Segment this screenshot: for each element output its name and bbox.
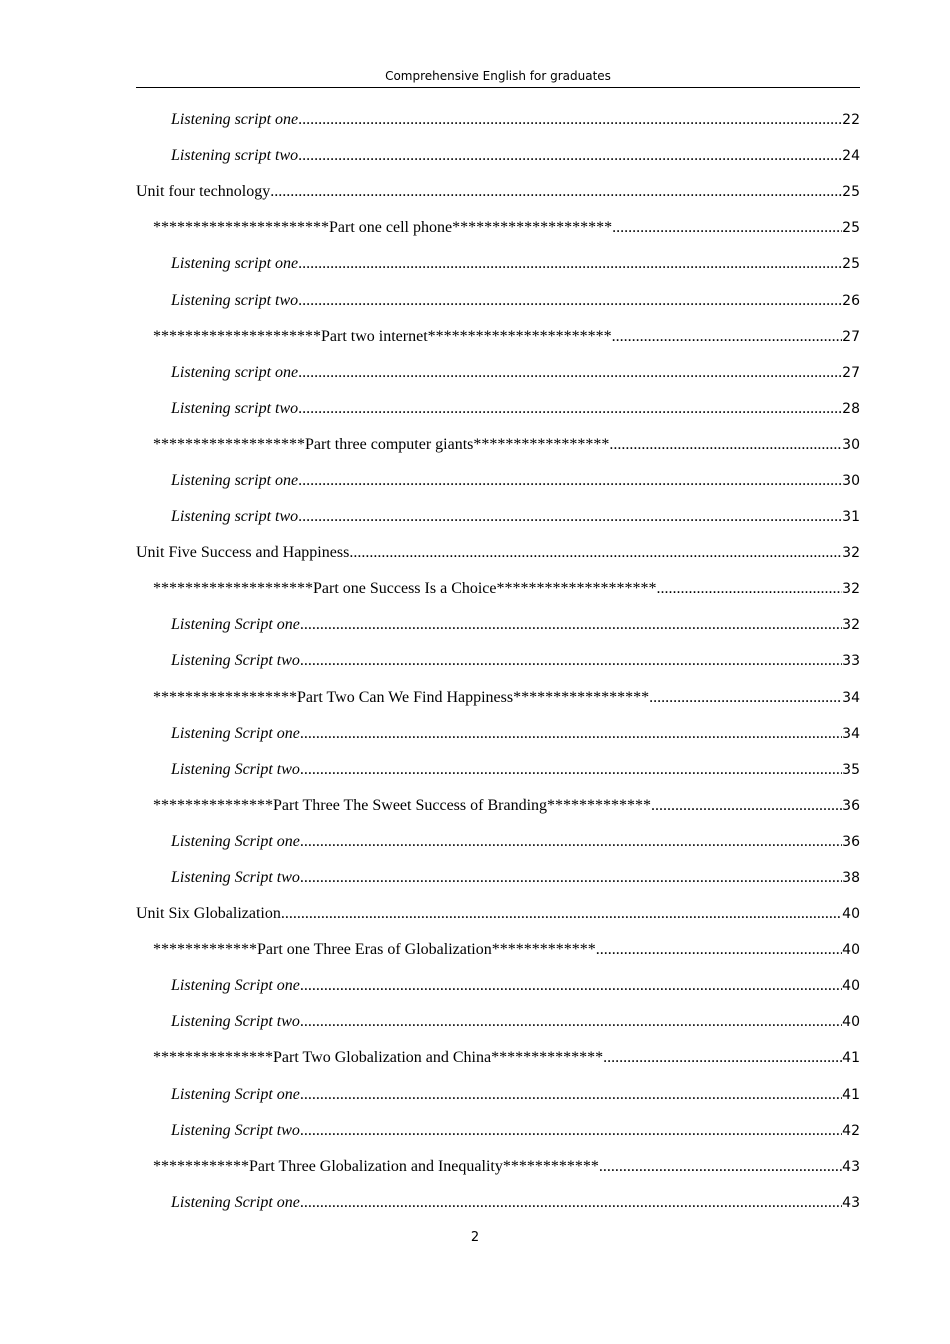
toc-entry-page: 42 xyxy=(842,1122,860,1139)
toc-entry-title: Listening Script one xyxy=(171,1085,300,1103)
toc-dot-leader xyxy=(649,689,842,707)
toc-dot-leader xyxy=(298,255,842,273)
toc-entry-page: 34 xyxy=(842,689,860,706)
toc-dot-leader xyxy=(300,652,842,670)
toc-entry-title: Listening Script two xyxy=(171,652,300,670)
toc-entry-page: 32 xyxy=(842,617,860,634)
toc-entry-title: Listening Script one xyxy=(171,1193,300,1211)
toc-dot-leader xyxy=(300,616,842,634)
toc-entry-page: 40 xyxy=(842,1014,860,1031)
toc-entry-title: Listening Script one xyxy=(171,724,300,742)
toc-script-entry[interactable] xyxy=(136,463,860,499)
toc-entry-title: Listening script two xyxy=(171,291,299,309)
toc-script-entry[interactable] xyxy=(136,752,860,788)
toc-entry-page: 34 xyxy=(842,725,860,742)
toc-dot-leader xyxy=(612,328,843,346)
toc-entry-title: Listening script one xyxy=(171,363,299,381)
toc-entry-title: *********************Part two internet*********************** xyxy=(153,327,612,345)
toc-entry-page: 26 xyxy=(842,292,860,309)
toc-entry-page: 30 xyxy=(842,472,860,489)
toc-entry-page: 41 xyxy=(842,1050,860,1067)
header-title: Comprehensive English for graduates xyxy=(385,69,611,83)
toc-entry-page: 33 xyxy=(842,653,860,670)
toc-part-entry[interactable] xyxy=(136,680,860,716)
toc-entry-page: 40 xyxy=(842,906,860,923)
toc-script-entry[interactable] xyxy=(136,968,860,1004)
toc-part-entry[interactable] xyxy=(136,1149,860,1185)
toc-dot-leader xyxy=(651,797,842,815)
toc-entry-page: 31 xyxy=(842,509,860,526)
toc-entry-title: Listening script one xyxy=(171,471,299,489)
toc-dot-leader xyxy=(300,725,842,743)
toc-dot-leader xyxy=(298,364,842,382)
toc-entry-page: 25 xyxy=(842,256,860,273)
toc-entry-page: 40 xyxy=(842,942,860,959)
toc-part-entry[interactable] xyxy=(136,571,860,607)
toc-entry-title: ******************Part Two Can We Find Happiness***************** xyxy=(153,688,650,706)
toc-script-entry[interactable] xyxy=(136,282,860,318)
toc-dot-leader xyxy=(298,400,842,418)
toc-dot-leader xyxy=(298,111,842,129)
table-of-contents xyxy=(136,102,860,1221)
toc-entry-title: Listening script one xyxy=(171,255,299,273)
toc-part-entry[interactable] xyxy=(136,1040,860,1076)
page-number: 2 xyxy=(470,1230,480,1245)
toc-entry-title: Listening Script two xyxy=(171,1121,300,1139)
toc-entry-page: 22 xyxy=(842,112,860,129)
toc-dot-leader xyxy=(298,508,842,526)
toc-script-entry[interactable] xyxy=(136,1077,860,1113)
toc-entry-page: 28 xyxy=(842,400,860,417)
toc-entry-title: Listening script two xyxy=(171,147,299,165)
toc-script-entry[interactable] xyxy=(136,1185,860,1221)
toc-entry-page: 32 xyxy=(842,545,860,562)
toc-dot-leader xyxy=(300,869,842,887)
toc-dot-leader xyxy=(300,977,842,995)
toc-entry-page: 38 xyxy=(842,870,860,887)
toc-entry-page: 43 xyxy=(842,1194,860,1211)
toc-dot-leader xyxy=(603,1049,842,1067)
toc-dot-leader xyxy=(298,292,842,310)
toc-entry-page: 32 xyxy=(842,581,860,598)
toc-entry-title: Listening script two xyxy=(171,508,299,526)
toc-dot-leader xyxy=(596,941,842,959)
toc-part-entry[interactable] xyxy=(136,932,860,968)
toc-entry-title: Listening script two xyxy=(171,399,299,417)
toc-entry-title: Unit Five Success and Happiness xyxy=(136,544,350,562)
toc-entry-page: 41 xyxy=(842,1086,860,1103)
toc-script-entry[interactable] xyxy=(136,246,860,282)
toc-entry-title: Listening Script two xyxy=(171,760,300,778)
toc-dot-leader xyxy=(349,544,842,562)
toc-entry-page: 27 xyxy=(842,328,860,345)
toc-dot-leader xyxy=(300,1086,842,1104)
toc-part-entry[interactable] xyxy=(136,210,860,246)
toc-dot-leader xyxy=(657,580,843,598)
toc-entry-title: Listening Script one xyxy=(171,977,300,995)
toc-dot-leader xyxy=(300,761,842,779)
toc-dot-leader xyxy=(281,905,842,923)
toc-entry-title: *************Part one Three Eras of Globalization************* xyxy=(153,941,596,959)
toc-dot-leader xyxy=(599,1158,842,1176)
toc-script-entry[interactable] xyxy=(136,138,860,174)
toc-script-entry[interactable] xyxy=(136,716,860,752)
toc-script-entry[interactable] xyxy=(136,499,860,535)
toc-entry-page: 36 xyxy=(842,833,860,850)
toc-entry-title: *******************Part three computer giants***************** xyxy=(153,435,610,453)
toc-entry-title: Unit Six Globalization xyxy=(136,905,281,923)
toc-script-entry[interactable] xyxy=(136,607,860,643)
toc-entry-title: ************Part Three Globalization and Inequality************ xyxy=(153,1157,599,1175)
toc-entry-title: ********************Part one Success Is a Choice******************** xyxy=(153,580,657,598)
toc-dot-leader xyxy=(609,436,842,454)
toc-entry-page: 24 xyxy=(842,148,860,165)
toc-entry-title: Unit four technology xyxy=(136,183,271,201)
toc-entry-title: ***************Part Two Globalization and China************** xyxy=(153,1049,604,1067)
toc-script-entry[interactable] xyxy=(136,1113,860,1149)
toc-unit-entry[interactable] xyxy=(136,896,860,932)
toc-script-entry[interactable] xyxy=(136,643,860,679)
toc-dot-leader xyxy=(300,1122,842,1140)
toc-entry-page: 43 xyxy=(842,1158,860,1175)
toc-script-entry[interactable] xyxy=(136,355,860,391)
toc-entry-page: 40 xyxy=(842,978,860,995)
toc-part-entry[interactable] xyxy=(136,427,860,463)
toc-script-entry[interactable] xyxy=(136,824,860,860)
toc-dot-leader xyxy=(270,183,842,201)
toc-unit-entry[interactable] xyxy=(136,535,860,571)
toc-dot-leader xyxy=(300,833,842,851)
toc-entry-title: Listening Script one xyxy=(171,616,300,634)
toc-dot-leader xyxy=(612,219,842,237)
toc-script-entry[interactable] xyxy=(136,391,860,427)
toc-dot-leader xyxy=(300,1013,842,1031)
toc-dot-leader xyxy=(300,1194,842,1212)
toc-entry-page: 36 xyxy=(842,797,860,814)
toc-dot-leader xyxy=(298,472,842,490)
toc-entry-title: Listening script one xyxy=(171,111,299,129)
toc-dot-leader xyxy=(298,147,842,165)
toc-entry-title: Listening Script two xyxy=(171,1013,300,1031)
toc-entry-page: 25 xyxy=(842,220,860,237)
toc-entry-title: Listening Script one xyxy=(171,832,300,850)
toc-entry-title: ***************Part Three The Sweet Success of Branding************* xyxy=(153,796,652,814)
toc-part-entry[interactable] xyxy=(136,319,860,355)
toc-entry-page: 30 xyxy=(842,436,860,453)
page-header xyxy=(136,68,860,88)
toc-entry-title: **********************Part one cell phone******************** xyxy=(153,219,613,237)
toc-script-entry[interactable] xyxy=(136,102,860,138)
toc-entry-page: 25 xyxy=(842,184,860,201)
toc-unit-entry[interactable] xyxy=(136,174,860,210)
toc-entry-page: 35 xyxy=(842,761,860,778)
toc-script-entry[interactable] xyxy=(136,1004,860,1040)
toc-part-entry[interactable] xyxy=(136,788,860,824)
toc-entry-title: Listening Script two xyxy=(171,869,300,887)
toc-entry-page: 27 xyxy=(842,364,860,381)
toc-script-entry[interactable] xyxy=(136,860,860,896)
